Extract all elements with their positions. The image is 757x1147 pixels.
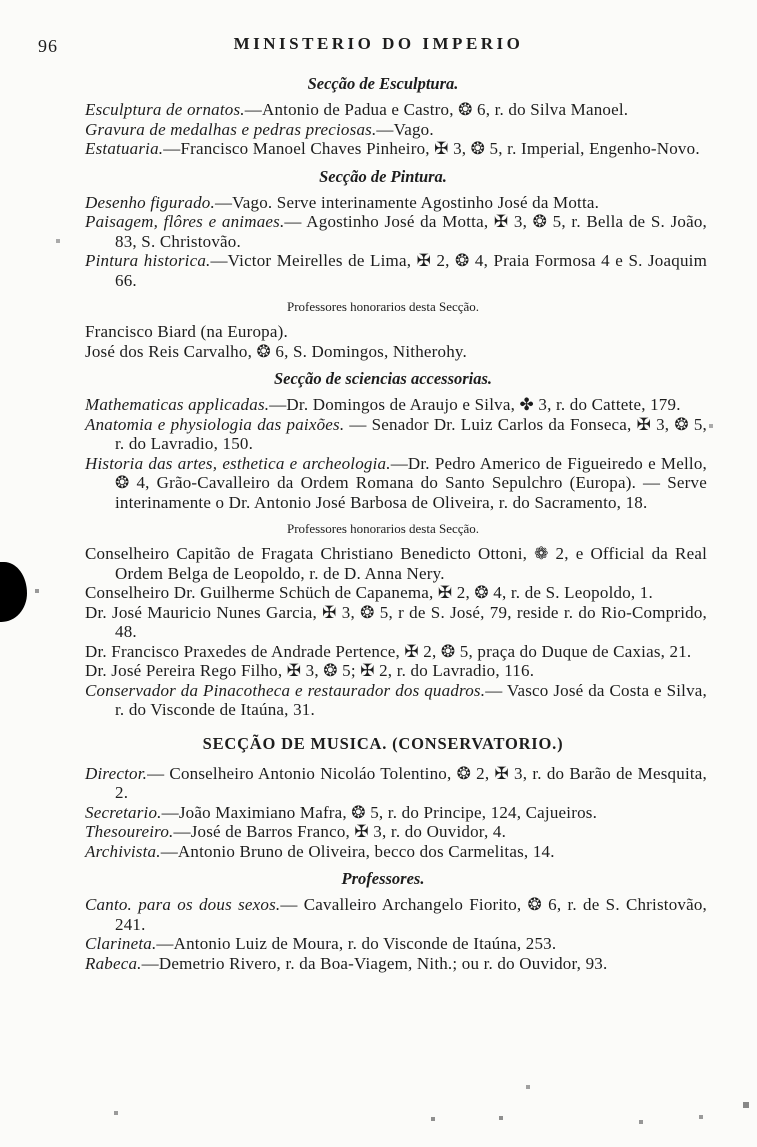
section-heading: Professores honorarios desta Secção. (286, 521, 480, 536)
entry-paragraph (85, 139, 707, 159)
entry-text: —Dr. Domingos de Araujo e Silva, ✤ 3, r. do Cattete, 179. (269, 395, 681, 414)
entry-lead: Secretario. (85, 802, 162, 822)
entry-text: —Vago. (376, 119, 434, 139)
entry-text: —João Maximiano Mafra, ❂ 5, r. do Principe, 124, Cajueiros. (161, 802, 598, 822)
entry-paragraph (85, 414, 707, 454)
section-heading: Professores. (341, 869, 425, 888)
entry-lead: Canto. para os dous sexos. (85, 895, 281, 914)
entry-lead: Pintura historica. (85, 251, 211, 270)
entry-text: Francisco Biard (na Europa). (85, 322, 288, 341)
entry-lead: Conservador da Pinacotheca e restaurador dos quadros. (85, 680, 486, 700)
entry-lead: Thesoureiro. (85, 822, 174, 841)
entry-lead: Anatomia e physiologia das paixões. (85, 414, 345, 434)
entry-paragraph (85, 602, 707, 642)
entry-paragraph (85, 763, 707, 803)
section-heading: Secção de Pintura. (319, 166, 447, 186)
entry-text: Conselheiro Capitão de Fragata Christiano Benedicto Ottoni, ❁ 2, e Official da Real Ordem Belga de Leopoldo, r. de D. Anna Nery. (85, 544, 707, 583)
entry-text: —Antonio Luiz de Moura, r. do Visconde de Itaúna, 253. (156, 934, 557, 953)
entry-lead: Director. (85, 763, 148, 783)
entry-paragraph (85, 453, 707, 513)
entry-lead: Esculptura de ornatos. (85, 100, 245, 119)
entry-text: —Antonio Bruno de Oliveira, becco dos Carmelitas, 14. (160, 841, 555, 861)
entry-paragraph (85, 341, 707, 362)
entry-paragraph (85, 544, 707, 583)
entry-text: —Antonio de Padua e Castro, ❂ 6, r. do Silva Manoel. (244, 100, 629, 119)
entry-lead: Mathematicas applicadas. (85, 395, 270, 414)
entry-paragraph (85, 212, 707, 251)
entry-text: José dos Reis Carvalho, ❂ 6, S. Domingos, Nitherohy. (85, 341, 467, 361)
entry-text: —Francisco Manoel Chaves Pinheiro, ✠ 3, ❂ 5, r. Imperial, Engenho-Novo. (163, 139, 700, 158)
entry-lead: Estatuaria. (85, 139, 164, 158)
entry-paragraph (85, 119, 707, 140)
entry-lead: Desenho figurado. (85, 192, 215, 212)
entry-text: Dr. José Pereira Rego Filho, ✠ 3, ❂ 5; ✠ 2, r. do Lavradio, 116. (85, 661, 535, 680)
entry-text: — Agostinho José da Motta, ✠ 3, ❂ 5, r. Bella de S. João, 83, S. Christovão. (115, 212, 707, 251)
section-heading: Secção de Esculptura. (307, 74, 459, 93)
entry-paragraph (85, 802, 707, 823)
entry-paragraph (85, 100, 707, 120)
entry-paragraph (85, 822, 707, 842)
section-heading: Secção de sciencias accessorias. (273, 369, 493, 388)
section-heading: SECÇÃO DE MUSICA. (CONSERVATORIO.) (202, 733, 564, 753)
section-heading: Professores honorarios desta Secção. (286, 299, 480, 314)
entry-text: —José de Barros Franco, ✠ 3, r. do Ouvidor, 4. (173, 822, 507, 841)
entry-lead: Rabeca. (85, 953, 142, 973)
entry-paragraph (85, 251, 707, 290)
content (0, 64, 757, 973)
entry-paragraph (85, 895, 708, 934)
entry-text: Conselheiro Dr. Guilherme Schüch de Capanema, ✠ 2, ❂ 4, r. de S. Leopoldo, 1. (85, 583, 653, 602)
entry-lead: Clarineta. (85, 934, 157, 953)
entry-paragraph (85, 680, 707, 720)
entry-text: — Vasco José da Costa e Silva, r. do Visconde de Itaúna, 31. (115, 680, 707, 719)
entry-lead: Archivista. (85, 841, 161, 861)
entry-paragraph (85, 661, 707, 681)
entry-text: — Cavalleiro Archangelo Fiorito, ❂ 6, r. de S. Christovão, 241. (115, 895, 708, 934)
entry-text: —Dr. Pedro Americo de Figueiredo e Mello, ❂ 4, Grão-Cavalleiro da Ordem Romana do Santo Sepulchro (Europa). — Serve interinamente o Dr. Antonio José Barbosa de Oliveira, r. do Sacramento, 18. (115, 453, 707, 512)
scan-noise-specks (0, 0, 2, 2)
entry-lead: Paisagem, flôres e animaes. (85, 212, 285, 231)
entry-text: Dr. Francisco Praxedes de Andrade Pertence, ✠ 2, ❂ 5, praça do Duque de Caxias, 21. (85, 641, 692, 661)
page-number: 96 (38, 36, 58, 56)
entry-text: Dr. José Mauricio Nunes Garcia, ✠ 3, ❂ 5, r de S. José, 79, reside r. do Rio-Comprido, 48. (85, 602, 707, 641)
entry-text: —Vago. Serve interinamente Agostinho José da Motta. (214, 192, 600, 212)
entry-paragraph (85, 395, 707, 415)
entry-paragraph (85, 953, 707, 974)
entry-paragraph (85, 934, 707, 954)
page-header (0, 0, 757, 64)
entry-paragraph (85, 641, 707, 662)
entry-text: — Conselheiro Antonio Nicoláo Tolentino, ❂ 2, ✠ 3, r. do Barão de Mesquita, 2. (115, 763, 707, 802)
entry-lead: Historia das artes, esthetica e archeologia. (85, 453, 391, 473)
entry-paragraph (85, 583, 707, 603)
entry-text: —Demetrio Rivero, r. da Boa-Viagem, Nith.; ou r. do Ouvidor, 93. (141, 953, 608, 973)
entry-text: — Senador Dr. Luiz Carlos da Fonseca, ✠ 3, ❂ 5, r. do Lavradio, 150. (115, 414, 707, 453)
entry-text: —Victor Meirelles de Lima, ✠ 2, ❂ 4, Praia Formosa 4 e S. Joaquim 66. (115, 251, 707, 290)
entry-paragraph (85, 841, 707, 862)
entry-lead: Gravura de medalhas e pedras preciosas. (85, 119, 377, 139)
entry-paragraph (85, 192, 707, 213)
entry-paragraph (85, 322, 707, 342)
page-title: MINISTERIO DO IMPERIO (233, 34, 524, 53)
